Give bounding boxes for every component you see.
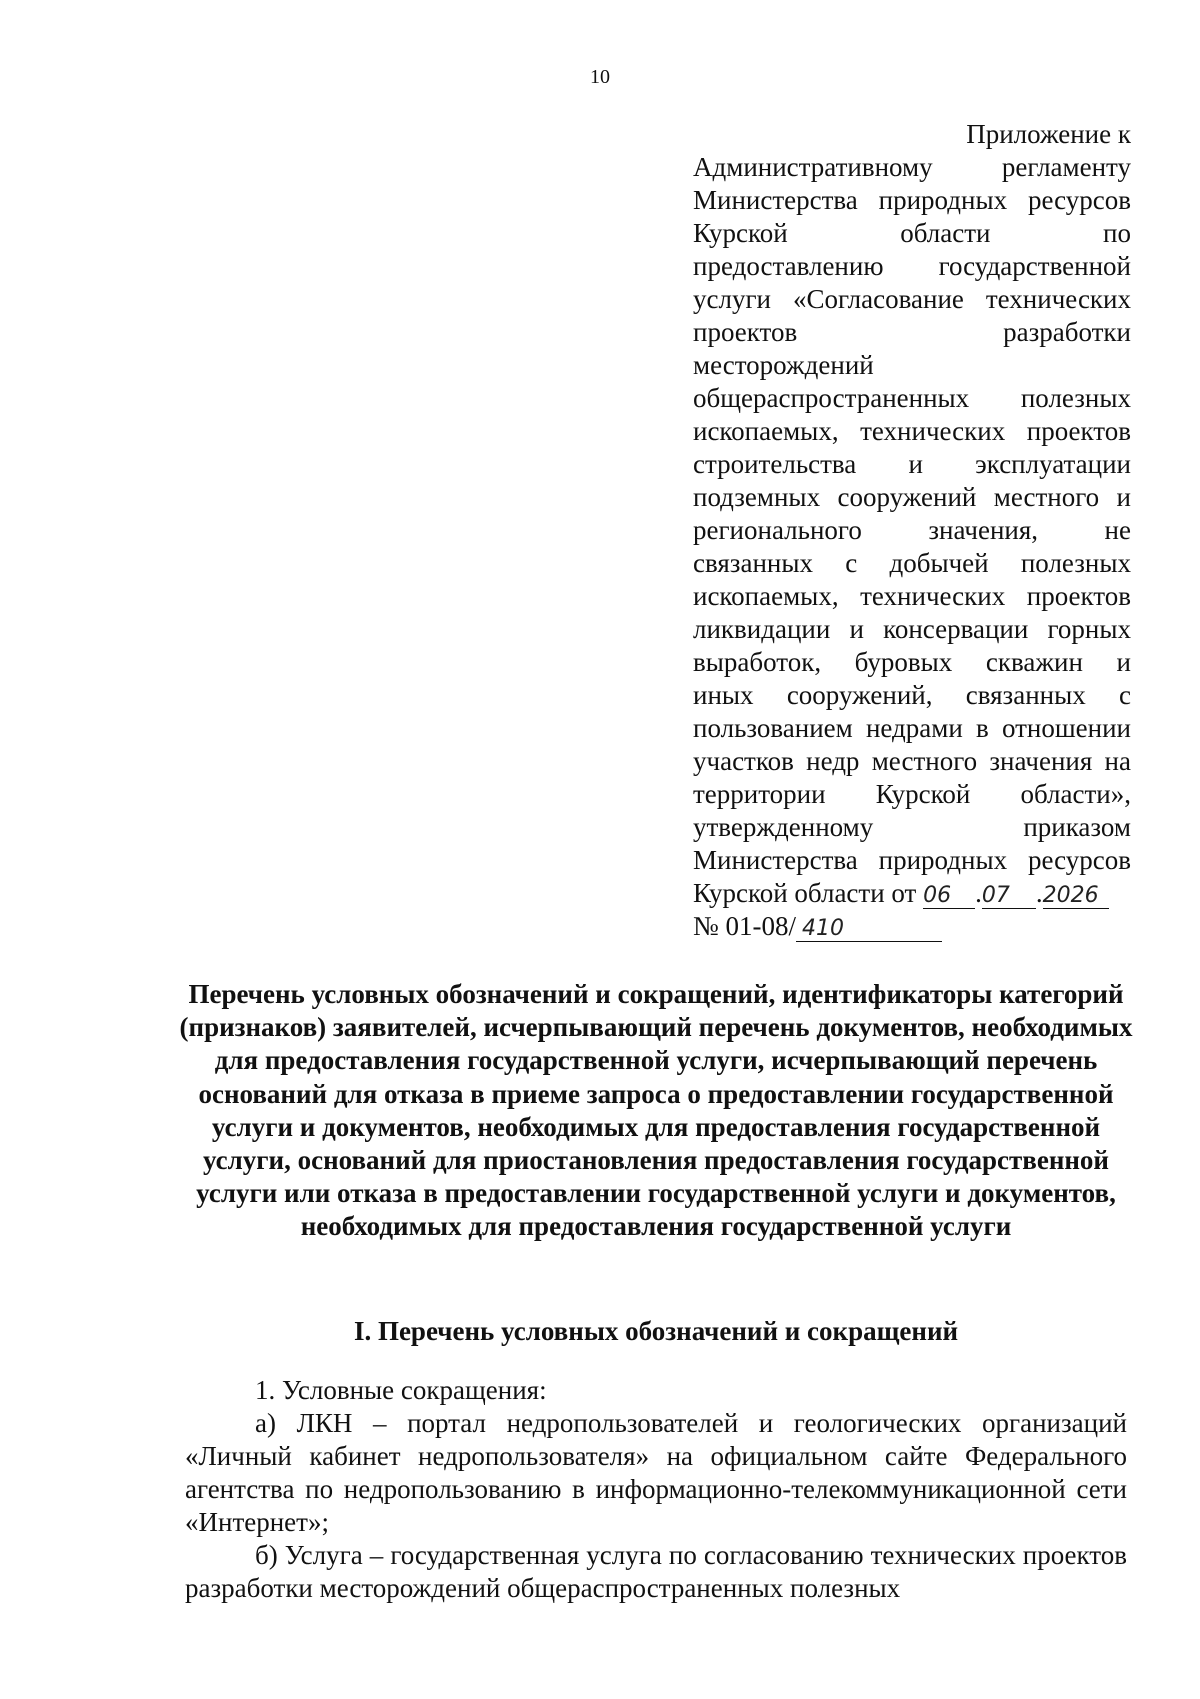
paragraph: а) ЛКН – портал недропользователей и геологических организаций «Личный кабинет недропользователя» на официальном сайте Федерального агентства по недропользованию в информационно-телекоммуникационной сети «Интернет»; [185, 1408, 1127, 1537]
appendix-line: Административному регламенту [693, 152, 1131, 182]
paragraph: б) Услуга – государственная услуга по согласованию технических проектов разработки месторождений общераспространенных полезных [185, 1540, 1127, 1603]
appendix-line: строительства и эксплуатации [693, 449, 1131, 479]
appendix-body [693, 151, 1131, 943]
handwritten-year: 2026 [1043, 884, 1109, 909]
page-number: 10 [590, 66, 610, 88]
appendix-block [693, 118, 1131, 943]
handwritten-month: 07 [982, 884, 1036, 909]
appendix-line: предоставлению государственной [693, 251, 1131, 281]
appendix-line: выработок, буровых скважин и [693, 647, 1131, 677]
appendix-line: регионального значения, не [693, 515, 1131, 545]
appendix-line: Курской области по [693, 218, 1131, 248]
number-prefix: № 01-08/ [693, 911, 797, 941]
appendix-line: связанных с добычей полезных [693, 548, 1131, 578]
appendix-line: общераспространенных полезных [693, 383, 1131, 413]
handwritten-day: 06 [923, 884, 975, 909]
appendix-date-line: Курской области от 06 .07 .2026 [693, 877, 1131, 910]
appendix-line: ископаемых, технических проектов [693, 416, 1131, 446]
appendix-number-line [693, 910, 1131, 943]
appendix-line: подземных сооружений местного и [693, 482, 1131, 512]
appendix-line: участков недр местного значения на [693, 746, 1131, 776]
appendix-line: услуги «Согласование технических [693, 284, 1131, 314]
handwritten-number: 410 [796, 917, 942, 942]
appendix-line: месторождений [693, 350, 874, 380]
appendix-title: Приложение к [966, 119, 1131, 149]
date-prefix: Курской области от [693, 878, 917, 908]
section-title: I. Перечень условных обозначений и сокращений [353, 1316, 959, 1346]
appendix-line: Министерства природных ресурсов [693, 185, 1131, 215]
appendix-line: утвержденному приказом [693, 812, 1131, 842]
appendix-line: ископаемых, технических проектов [693, 581, 1131, 611]
appendix-line: иных сооружений, связанных с [693, 680, 1131, 710]
paragraph: 1. Условные сокращения: [255, 1375, 547, 1405]
document-heading: Перечень условных обозначений и сокращений, идентификаторы категорий (признаков) заявителей, исчерпывающий перечень документов, необходимых для предоставления государственной услуги, исчерпывающий перечень оснований для отказа в приеме запроса о предоставлении государственной услуги и документов, необходимых для предоставления государственной услуги, оснований для приостановления предоставления государственной услуги или отказа в предоставлении государственной услуги и документов, необходимых для предоставления государственной услуги [179, 979, 1133, 1242]
appendix-line: проектов разработки [693, 317, 1131, 347]
document-content [185, 1374, 1127, 1605]
appendix-line: пользованием недрами в отношении [693, 713, 1131, 743]
appendix-line: ликвидации и консервации горных [693, 614, 1131, 644]
appendix-line: Министерства природных ресурсов [693, 845, 1131, 875]
appendix-line: территории Курской области», [693, 779, 1131, 809]
